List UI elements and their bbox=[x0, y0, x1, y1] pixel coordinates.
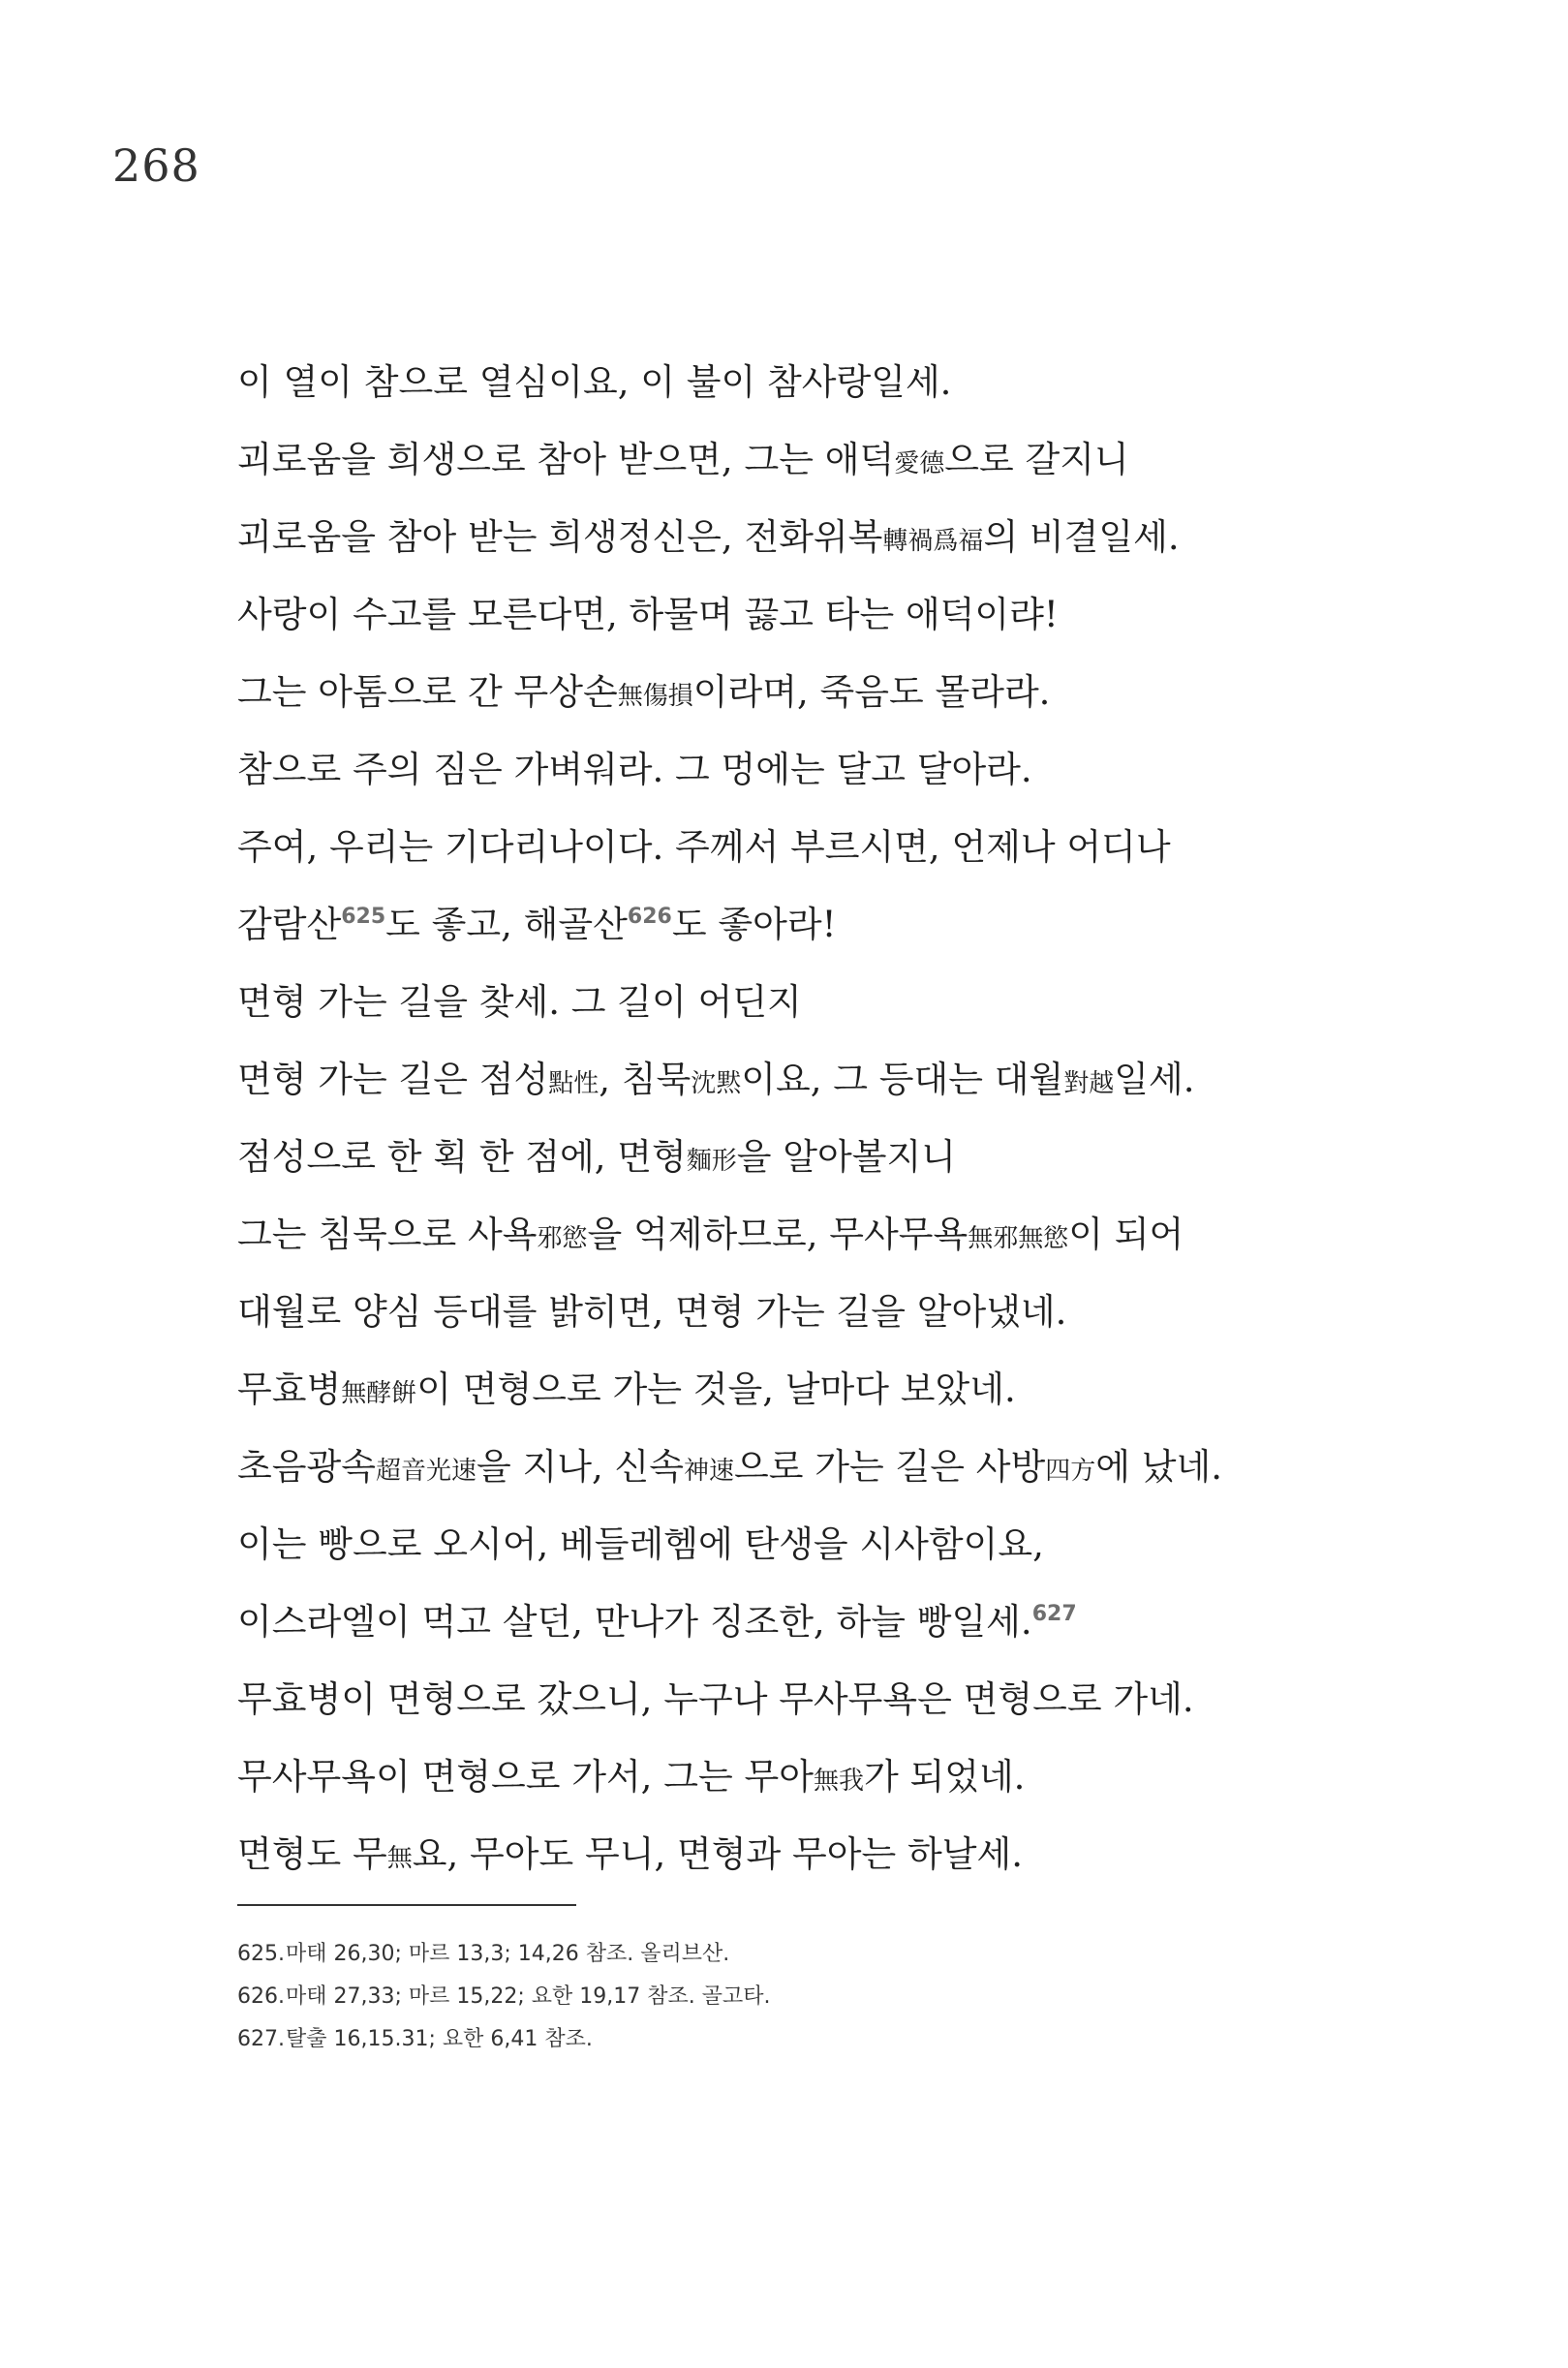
line-text: 이 열이 참으로 열심이요, 이 불이 참사랑일세. bbox=[237, 361, 952, 403]
hanja-gloss: 轉禍爲福 bbox=[882, 527, 984, 556]
hanja-gloss: 無邪無慾 bbox=[968, 1224, 1069, 1253]
line-text: 이 되어 bbox=[1068, 1214, 1184, 1255]
line-text: 무효병이 면형으로 갔으니, 누구나 무사무욕은 면형으로 가네. bbox=[237, 1678, 1194, 1720]
poem-line bbox=[237, 1676, 1399, 1753]
poem-line bbox=[237, 358, 1399, 436]
line-text: 감람산 bbox=[237, 904, 342, 945]
line-text: 점성으로 한 획 한 점에, 면형 bbox=[237, 1136, 687, 1178]
line-text: 괴로움을 참아 받는 희생정신은, 전화위복 bbox=[237, 516, 883, 558]
footnote-text: 마태 27,33; 마르 15,22; 요한 19,17 참조. 골고타. bbox=[286, 1984, 771, 2009]
line-text: 이는 빵으로 오시어, 베들레헴에 탄생을 시사함이요, bbox=[237, 1523, 1044, 1565]
poem-line bbox=[237, 1521, 1399, 1598]
line-text: 일세. bbox=[1114, 1059, 1195, 1100]
poem-line bbox=[237, 1211, 1399, 1288]
hanja-gloss: 沈黙 bbox=[691, 1069, 742, 1098]
line-text: 면형 가는 길을 찾세. 그 길이 어딘지 bbox=[237, 981, 802, 1023]
poem-line bbox=[237, 746, 1399, 823]
poem-line bbox=[237, 1753, 1399, 1830]
line-text: 이스라엘이 먹고 살던, 만나가 징조한, 하늘 빵일세. bbox=[237, 1601, 1032, 1643]
line-text: 그는 침묵으로 사욕 bbox=[237, 1214, 538, 1255]
line-text: 도 좋아라! bbox=[671, 904, 837, 945]
poem-line bbox=[237, 436, 1399, 513]
line-text: 을 억제하므로, 무사무욕 bbox=[587, 1214, 968, 1255]
poem-body bbox=[237, 358, 1399, 1908]
poem-line bbox=[237, 1056, 1399, 1133]
footnote-ref: 626 bbox=[627, 905, 672, 929]
line-text: 그는 아톰으로 간 무상손 bbox=[237, 671, 618, 713]
line-text: 사랑이 수고를 모른다면, 하물며 끓고 타는 애덕이랴! bbox=[237, 594, 1059, 635]
line-text: 을 알아볼지니 bbox=[736, 1136, 956, 1178]
poem-line bbox=[237, 591, 1399, 668]
hanja-gloss: 神速 bbox=[683, 1457, 734, 1486]
line-text: 가 되었네. bbox=[863, 1756, 1026, 1798]
hanja-gloss: 無 bbox=[386, 1844, 413, 1873]
hanja-gloss: 對越 bbox=[1063, 1069, 1115, 1098]
line-text: 을 지나, 신속 bbox=[476, 1446, 684, 1488]
line-text: 참으로 주의 짐은 가벼워라. 그 멍에는 달고 달아라. bbox=[237, 749, 1032, 790]
line-text: 의 비결일세. bbox=[983, 516, 1180, 558]
poem-line bbox=[237, 1288, 1399, 1366]
hanja-gloss: 無酵餠 bbox=[341, 1379, 417, 1408]
line-text: 이라며, 죽음도 몰라라. bbox=[692, 671, 1051, 713]
hanja-gloss: 無傷損 bbox=[617, 682, 693, 711]
poem-line bbox=[237, 1598, 1399, 1676]
footnote-item bbox=[237, 1940, 770, 1983]
line-text: 무효병 bbox=[237, 1369, 342, 1410]
footnote-text: 탈출 16,15.31; 요한 6,41 참조. bbox=[286, 2027, 593, 2051]
page-number: 268 bbox=[112, 139, 200, 192]
footnote-item bbox=[237, 1983, 770, 2025]
footnote-ref: 625 bbox=[341, 905, 386, 929]
poem-line bbox=[237, 1830, 1399, 1908]
footnote-number: 626. bbox=[237, 1984, 285, 2009]
footnote-ref: 627 bbox=[1031, 1602, 1077, 1626]
line-text: 면형 가는 길은 점성 bbox=[237, 1059, 549, 1100]
hanja-gloss: 邪慾 bbox=[537, 1224, 588, 1253]
hanja-gloss: 超音光速 bbox=[375, 1457, 477, 1486]
poem-line bbox=[237, 668, 1399, 746]
line-text: 으로 갈지니 bbox=[944, 439, 1129, 480]
footnote-item bbox=[237, 2025, 770, 2068]
hanja-gloss: 四方 bbox=[1045, 1457, 1096, 1486]
poem-line bbox=[237, 513, 1399, 591]
line-text: 요, 무아도 무니, 면형과 무아는 하날세. bbox=[412, 1833, 1023, 1875]
hanja-gloss: 麵形 bbox=[686, 1147, 737, 1176]
footnote-divider bbox=[237, 1904, 576, 1906]
hanja-gloss: 無我 bbox=[813, 1767, 864, 1796]
line-text: 괴로움을 희생으로 참아 받으면, 그는 애덕 bbox=[237, 439, 895, 480]
line-text: 초음광속 bbox=[237, 1446, 376, 1488]
hanja-gloss: 點性 bbox=[548, 1069, 600, 1098]
footnotes bbox=[237, 1940, 770, 2068]
line-text: 대월로 양심 등대를 밝히면, 면형 가는 길을 알아냈네. bbox=[237, 1291, 1067, 1333]
poem-line bbox=[237, 901, 1399, 978]
line-text: 으로 가는 길은 사방 bbox=[734, 1446, 1046, 1488]
poem-line bbox=[237, 1133, 1399, 1211]
poem-line bbox=[237, 978, 1399, 1056]
line-text: 도 좋고, 해골산 bbox=[385, 904, 628, 945]
line-text: 이 면형으로 가는 것을, 날마다 보았네. bbox=[416, 1369, 1016, 1410]
footnote-number: 627. bbox=[237, 2027, 285, 2051]
footnote-text: 마태 26,30; 마르 13,3; 14,26 참조. 올리브산. bbox=[286, 1942, 730, 1966]
line-text: 면형도 무 bbox=[237, 1833, 387, 1875]
line-text: 에 났네. bbox=[1095, 1446, 1222, 1488]
poem-line bbox=[237, 1366, 1399, 1443]
poem-line bbox=[237, 823, 1399, 901]
line-text: 이요, 그 등대는 대월 bbox=[741, 1059, 1064, 1100]
hanja-gloss: 愛德 bbox=[894, 449, 945, 478]
line-text: , 침묵 bbox=[599, 1059, 692, 1100]
poem-line bbox=[237, 1443, 1399, 1521]
footnote-number: 625. bbox=[237, 1942, 285, 1966]
line-text: 무사무욕이 면형으로 가서, 그는 무아 bbox=[237, 1756, 814, 1798]
line-text: 주여, 우리는 기다리나이다. 주께서 부르시면, 언제나 어디나 bbox=[237, 826, 1171, 868]
